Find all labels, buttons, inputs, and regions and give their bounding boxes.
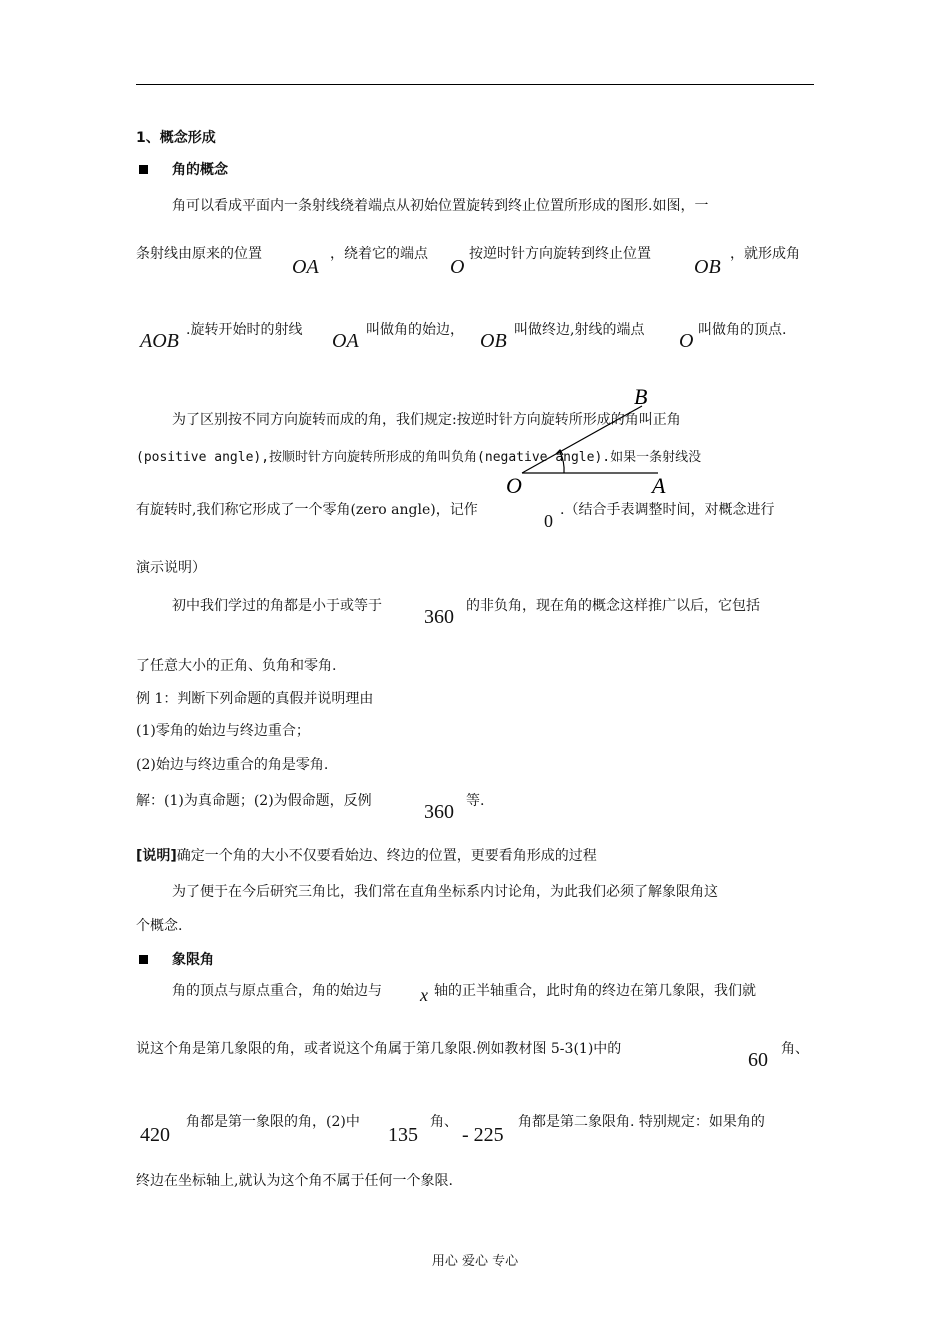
page-footer: 用心 爱心 专心 bbox=[431, 1254, 519, 1269]
math-x: x bbox=[420, 985, 428, 1005]
p5-line3b: 角、 bbox=[430, 1114, 458, 1130]
p1-line3d: 叫做角的顶点. bbox=[698, 322, 787, 338]
bullet-square bbox=[139, 165, 148, 174]
p2-line4: 演示说明） bbox=[136, 560, 206, 576]
p5-line3a: 角都是第一象限的角，(2)中 bbox=[186, 1114, 360, 1130]
p2-line1: 为了区别按不同方向旋转而成的角，我们规定:按逆时针方向旋转所形成的角叫正角 bbox=[172, 412, 681, 428]
rotation-arc bbox=[560, 452, 564, 473]
p2-line3b: .（结合手表调整时间，对概念进行 bbox=[560, 502, 775, 518]
math-OA-2: OA bbox=[332, 330, 359, 352]
subheading-quadrant-angle: 象限角 bbox=[172, 952, 214, 968]
subheading-angle-concept: 角的概念 bbox=[172, 162, 228, 178]
p2-line3a: 有旋转时,我们称它形成了一个零角(zero angle)，记作 bbox=[136, 502, 478, 518]
p1-line2b: ，绕着它的端点 bbox=[330, 246, 428, 262]
note-tag: [说明] bbox=[136, 848, 177, 864]
p2-line2: (positive angle),按顺时针方向旋转所形成的角叫负角(negative angle).如果一条射线没 bbox=[136, 450, 702, 465]
label-B: B bbox=[634, 384, 648, 409]
label-O: O bbox=[506, 473, 522, 498]
p5-line2b: 角、 bbox=[781, 1041, 809, 1057]
p1-line3b: 叫做角的始边， bbox=[366, 322, 464, 338]
math-O-2: O bbox=[679, 330, 694, 352]
math-neg225: - 225 bbox=[462, 1124, 504, 1146]
math-OB-2: OB bbox=[480, 330, 507, 352]
math-420: 420 bbox=[140, 1124, 170, 1146]
example1-solution-a: 解：(1)为真命题；(2)为假命题，反例 bbox=[136, 793, 372, 809]
p5-line1a: 角的顶点与原点重合，角的始边与 bbox=[172, 983, 382, 999]
math-360: 360 bbox=[424, 606, 454, 628]
p1-line3a: .旋转开始时的射线 bbox=[186, 322, 303, 338]
section-title: 1、概念形成 bbox=[136, 130, 216, 146]
p3-line2: 了任意大小的正角、负角和零角. bbox=[136, 658, 337, 674]
p5-line3c: 角都是第二象限角. 特别规定：如果角的 bbox=[518, 1114, 765, 1130]
example1-q2: (2)始边与终边重合的角是零角. bbox=[136, 757, 329, 773]
note-text: 确定一个角的大小不仅要看始边、终边的位置，更要看角形成的过程 bbox=[176, 848, 597, 864]
p1-line2d: ，就形成角 bbox=[730, 246, 800, 262]
p4-line1: 为了便于在今后研究三角比，我们常在直角坐标系内讨论角，为此我们必须了解象限角这 bbox=[172, 884, 718, 900]
math-O: O bbox=[450, 256, 465, 278]
example1-q1: (1)零角的始边与终边重合； bbox=[136, 723, 310, 739]
p4-line2: 个概念. bbox=[136, 918, 183, 934]
bullet-square-2 bbox=[139, 955, 148, 964]
p1-line1: 角可以看成平面内一条射线绕着端点从初始位置旋转到终止位置所形成的图形.如图，一 bbox=[172, 198, 709, 214]
p5-line4: 终边在坐标轴上,就认为这个角不属于任何一个象限. bbox=[136, 1173, 453, 1189]
example1-title: 例 1：判断下列命题的真假并说明理由 bbox=[136, 691, 374, 707]
angle-diagram bbox=[500, 380, 700, 500]
p3-line1b: 的非负角，现在角的概念这样推广以后，它包括 bbox=[466, 598, 760, 614]
p1-line2a: 条射线由原来的位置 bbox=[136, 246, 262, 262]
math-360-2: 360 bbox=[424, 801, 454, 823]
p1-line3c: 叫做终边,射线的端点 bbox=[514, 322, 645, 338]
p1-line2c: 按逆时针方向旋转到终止位置 bbox=[469, 246, 651, 262]
example1-solution-b: 等. bbox=[466, 793, 485, 809]
math-OA: OA bbox=[292, 256, 319, 278]
p5-line2a: 说这个角是第几象限的角，或者说这个角属于第几象限.例如教材图 5-3(1)中的 bbox=[136, 1041, 622, 1057]
math-60: 60 bbox=[748, 1049, 768, 1071]
header-rule bbox=[136, 84, 814, 85]
p3-line1a: 初中我们学过的角都是小于或等于 bbox=[172, 598, 382, 614]
math-OB: OB bbox=[694, 256, 721, 278]
ray-OB bbox=[522, 406, 642, 473]
p5-line1b: 轴的正半轴重合，此时角的终边在第几象限，我们就 bbox=[434, 983, 756, 999]
note bbox=[136, 846, 597, 866]
math-AOB: AOB bbox=[140, 330, 179, 352]
label-A: A bbox=[652, 473, 666, 498]
math-135: 135 bbox=[388, 1124, 418, 1146]
math-zero: 0 bbox=[544, 511, 553, 531]
